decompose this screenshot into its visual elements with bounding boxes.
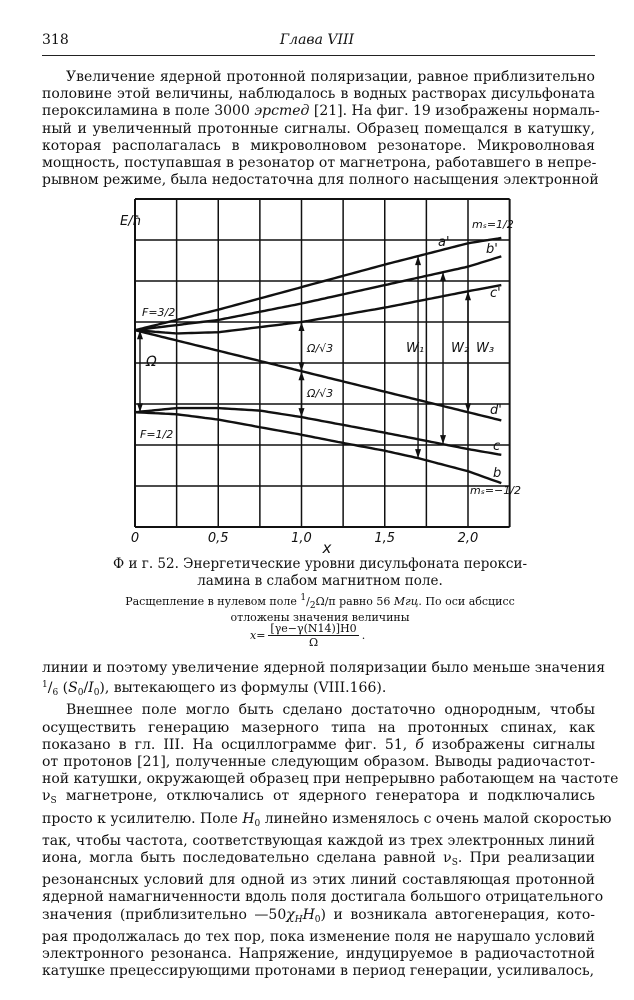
spin-label-minus: mₛ=−1/2 [470,484,521,497]
text-run: ( [58,680,69,697]
page-number: 318 [42,32,69,48]
text-run: ный и увеличенный протонные сигналы. Образец помещался в катушку, [42,120,595,137]
text-run: . По оси абсцисс [418,595,515,608]
text-run: / [306,595,310,608]
text-line [42,754,595,771]
text-run: просто к усилителю. Поле [42,810,243,827]
text-run: резонансных условий для одной из этих линий составляющая протонной [42,872,595,889]
text-run: 1 [300,593,307,603]
text-run: 2 [309,601,316,611]
text-line [42,677,595,702]
text-run: [21]. На фиг. 19 изображены нормаль- [309,103,600,120]
y-axis-label: E/ħ [120,214,142,229]
text-run: Ω/π равно 56 [315,595,394,608]
text-line [100,592,540,612]
formula-numerator: [γe−γ(N14)]H0 [270,622,357,635]
figure-caption [100,556,540,624]
curve-label: c' [490,286,501,301]
curve-a-prime [135,238,501,330]
text-line [42,872,595,889]
text-run: половине этой величины, наблюдалось в водных растворах дисульфоната [42,86,595,103]
curve-label: b' [486,242,498,257]
text-run: отложены значения величины [230,611,410,624]
text-run: ), вытекающего из формулы (VIII.166). [99,680,387,697]
omega-sqrt3-label-lower: Ω/√3 [307,387,334,400]
curve-b [135,412,501,483]
text-run: H [302,906,315,923]
level-label-f-1-2: F=1/2 [140,428,174,441]
formula-lhs: x= [250,629,266,642]
text-run: 0 [254,818,261,829]
text-run: б [415,736,424,753]
text-line [42,810,612,833]
text-line [42,833,595,850]
caption-formula [250,622,365,649]
text-run: ядерной намагниченности вдоль поля достигала большого отрицательного [42,889,604,906]
text-run: ν [42,788,51,805]
text-line [42,660,606,677]
level-label-f-3-2: F=3/2 [142,306,176,319]
formula-tail: . [361,629,366,642]
text-line [42,737,595,754]
text-run: ной катушки, окружающей образец при непрерывно работающем на частоте [42,771,619,788]
text-run: / [47,680,53,697]
text-run: H [294,914,303,925]
text-run: S [68,680,78,697]
text-run: 0 [93,688,100,699]
formula-denominator: Ω [308,636,319,649]
text-line [42,850,595,872]
running-title: Глава VIII [279,32,355,48]
text-run: Увеличение ядерной протонной поляризации, равное приблизительно [66,69,595,85]
transition-label: W₂ [451,341,470,356]
text-run: эрстед [254,103,310,120]
text-run: 0 [314,914,321,925]
text-run: показано в гл. III. На осциллограмме фиг. 51, [42,736,416,753]
curve-label: d' [490,403,502,418]
curve-label: c [493,439,501,454]
text-run: иона, могла быть последовательно сделана равной ν [42,850,452,867]
omega-label: Ω [146,354,157,370]
text-run: изображены сигналы [423,736,595,753]
text-line [42,771,619,788]
text-run: электронного резонанса. Напряжение, индуцируемое в радиочастотной [42,946,595,963]
x-tick-label: 0,5 [207,531,229,546]
x-tick-label: 2,0 [457,531,479,546]
text-run: S [451,858,458,869]
x-tick-label: 1,0 [291,531,312,546]
text-run: / [83,680,89,697]
text-run: Мгц [393,595,419,608]
x-tick-label: 1,5 [374,531,396,546]
text-run: H [242,810,255,827]
text-line [42,946,595,963]
paragraph-bottom [42,660,619,980]
caption-title-line: ламина в слабом магнитном поле. [197,573,443,589]
text-run: I [88,680,94,697]
text-run: Расщепление в нулевом поле [125,595,301,608]
text-run: пероксиламина в поле 3000 [42,103,255,120]
text-run: катушке прецессирующими протонами в период генерации, усиливалось, [42,963,595,980]
text-line [42,963,595,980]
text-run: 0 [77,688,84,699]
omega-sqrt3-label-upper: Ω/√3 [307,342,334,355]
spin-label-plus: mₛ=1/2 [472,218,514,231]
text-line [42,720,595,737]
curve-c-prime [135,285,501,333]
text-run: 1 [42,680,48,691]
text-run: значения (приблизительно —50 [42,906,287,923]
text-line [42,702,595,719]
text-run: . При реализации [457,850,595,867]
x-tick-label: 0 [130,531,140,546]
text-run: которая располагалась в микроволновом резонаторе. Микроволновая [42,137,595,154]
text-run: осуществить генерацию мазерного типа на протонных спинах, как [42,719,595,736]
text-run: S [50,796,57,807]
text-line [42,907,595,929]
text-run: мощность, поступавшая в резонатор от магнетрона, работавшего в непре- [42,155,597,172]
curve-label: b [493,466,502,481]
text-run: рывном режиме, была недостаточна для полного насыщения электронной [42,172,599,189]
caption-note [100,592,540,624]
text-run: линии и поэтому увеличение ядерной поляризации было меньше значения [42,660,606,676]
caption-title-line: Ф и г. 52. Энергетические уровни дисульфоната перокси- [112,556,528,572]
transition-label: W₁ [406,341,425,356]
formula-fraction [268,622,358,649]
text-run: 6 [52,688,59,699]
curve-label: a' [438,235,450,250]
text-line [42,788,595,810]
text-run: магнетроне, отключались от ядерного генератора и подключались [56,788,595,805]
text-run: от протонов [21], полученные следующим образом. Выводы радиочастот- [42,754,595,771]
text-run: рая продолжалась до тех пор, пока изменение поля не нарушало условий [42,928,595,945]
text-run: так, чтобы частота, соответствующая каждой из трех электронных линий [42,832,595,849]
text-run: Внешнее поле могло быть сделано достаточно однородным, чтобы [66,702,595,719]
caption-title [100,556,540,590]
transition-label: W₃ [476,341,495,356]
text-line [42,889,604,906]
x-axis-label: x [322,539,332,557]
text-line [42,929,595,946]
text-run: линейно изменялось с очень малой скоростью [260,810,612,827]
text-run: ) и возникала автогенерация, кото- [320,906,596,923]
text-run: χ [286,906,295,923]
